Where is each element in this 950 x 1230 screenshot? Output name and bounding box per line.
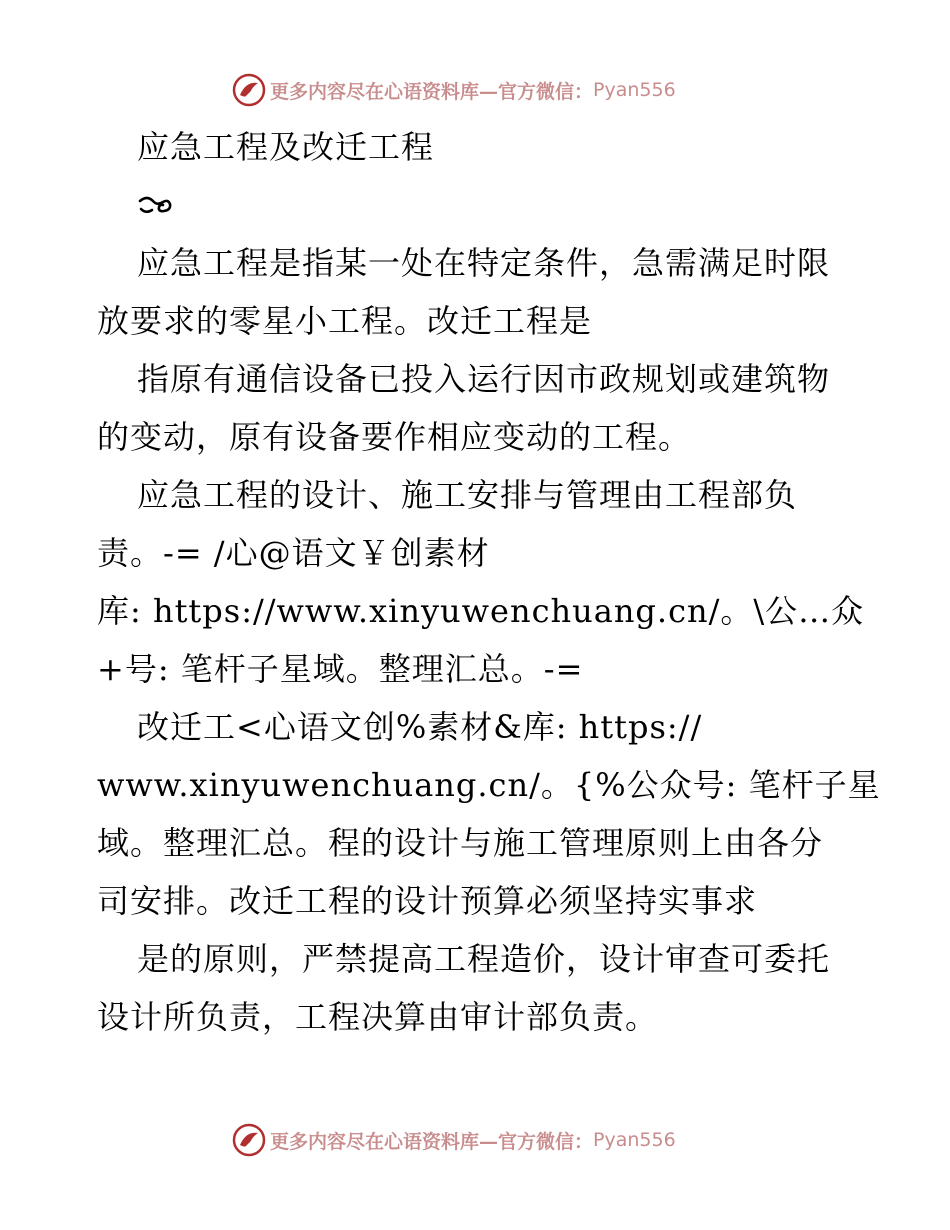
ornament-row [97, 176, 867, 234]
document-title: 应急工程及改迁工程 [137, 128, 435, 166]
ornament-flourish-icon [137, 193, 173, 217]
paragraph-line: +号: 笔杆子星域。整理汇总。-= [97, 650, 584, 688]
paragraph-line: 的变动，原有设备要作相应变动的工程。 [97, 418, 692, 456]
brand-logo-icon [232, 73, 266, 107]
footer-watermark [232, 1120, 752, 1160]
paragraph-line: 应急工程的设计、施工安排与管理由工程部负 [137, 476, 798, 514]
paragraph-line: 放要求的零星小工程。改迁工程是 [97, 302, 593, 340]
paragraph-line: 是的原则，严禁提高工程造价，设计审查可委托 [137, 940, 831, 978]
paragraph-line: 司安排。改迁工程的设计预算必须坚持实事求 [97, 882, 758, 920]
watermark-wechat-id: Pyan556 [593, 79, 676, 101]
watermark-wechat-id: Pyan556 [593, 1129, 676, 1151]
paragraph-line: 设计所负责，工程决算由审计部负责。 [97, 998, 659, 1036]
paragraph-line: 指原有通信设备已投入运行因市政规划或建筑物 [137, 360, 831, 398]
paragraph-line: 应急工程是指某一处在特定条件，急需满足时限 [137, 244, 831, 282]
watermark-text: 更多内容尽在心语资料库—官方微信： [270, 80, 594, 103]
watermark-text: 更多内容尽在心语资料库—官方微信： [270, 1130, 594, 1153]
paragraph-line: 库: https://www.xinyuwenchuang.cn/。\公…众 [97, 592, 865, 630]
paragraph-line: 责。-= /心@语文￥创素材 [97, 534, 490, 572]
document-body [97, 118, 881, 1046]
brand-logo-icon [232, 1123, 266, 1157]
paragraph-line: 域。整理汇总。程的设计与施工管理原则上由各分 [97, 824, 824, 862]
paragraph-line: www.xinyuwenchuang.cn/。{%公众号: 笔杆子星 [97, 766, 881, 804]
header-watermark [232, 70, 752, 110]
paragraph-line: 改迁工<心语文创%素材&库: https:// [137, 708, 703, 746]
